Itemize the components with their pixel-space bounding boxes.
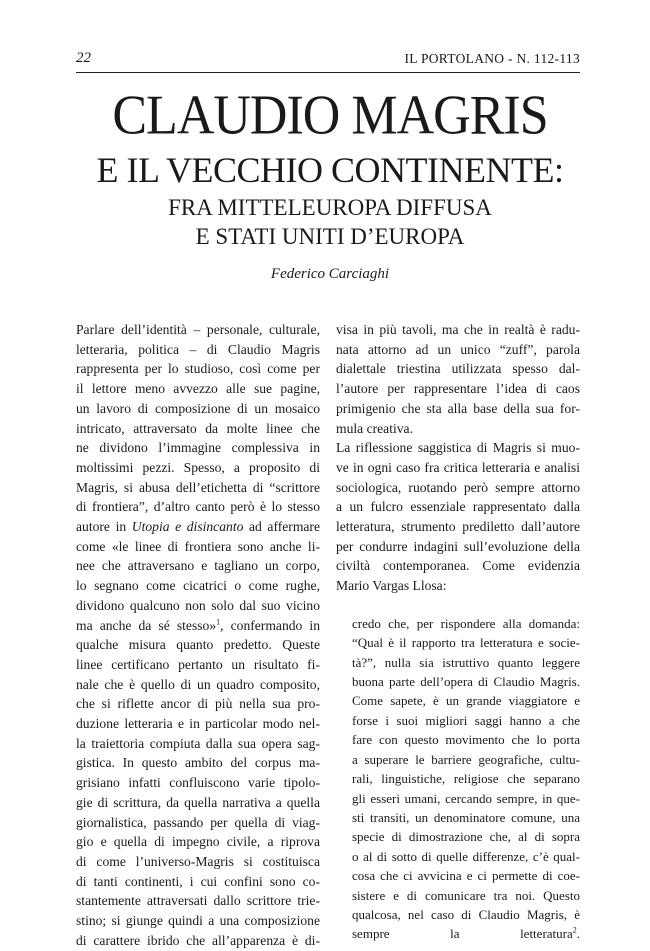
text-line: dividono qualcuno non solo dal suo vicino	[76, 597, 320, 613]
text-line: stantemente attraversati dallo scrittore trie-	[76, 893, 320, 909]
text-line: di frontiera”, d’altro canto però è lo stesso	[76, 499, 320, 515]
text-line: letteratura, strumento prediletto dall’autore	[336, 519, 580, 535]
text-line: gistica. In questo ambito del corpus ma-	[76, 755, 320, 771]
text-line: linee certificano pertanto un risultato fi-	[76, 656, 320, 672]
text-fragment: ad affermare	[243, 519, 320, 535]
text-line: di carattere ibrido che all’apparenza è di-	[76, 932, 320, 948]
running-header	[76, 50, 580, 73]
text-fragment: autore in	[76, 519, 132, 535]
left-column	[76, 320, 320, 951]
quote-line: tà?”, nulla sia istruttivo quanto leggere	[352, 654, 580, 670]
text-fragment: sempre la letteratura	[352, 926, 573, 942]
quote-line: rali, linguistiche, religiose che separano	[352, 771, 580, 787]
text-line: gie di scrittura, da quella narrativa a quella	[76, 794, 320, 810]
text-line: stino; si giunge quindi a una composizione	[76, 913, 320, 929]
text-line: grisiano infatti confluiscono varie tipolo-	[76, 775, 320, 791]
quote-line: specie di dimostrazione che, al di sopra	[352, 829, 580, 845]
text-line: la traiettoria compiuta dalla sua opera sag-	[76, 735, 320, 751]
quote-line: sti transiti, un denominatore comune, una	[352, 809, 580, 825]
quote-line: o al di sotto di quelle differenze, c’è qual-	[352, 848, 580, 864]
text-line: sociologica, ruotando però sempre attorno	[336, 479, 580, 495]
quote-line: qualcosa, nel caso di Claudio Magris, è	[352, 906, 580, 922]
text-line: dialettale triestina utilizzata spesso dal-	[336, 361, 580, 377]
text-line: di come l’universo-Magris si costituisca	[76, 853, 320, 869]
text-line-with-title	[76, 517, 320, 537]
text-fragment: .	[576, 926, 580, 942]
journal-name: IL PORTOLANO - N. 112-113	[404, 51, 580, 66]
text-line: nee che attraversano e tagliano un corpo,	[76, 558, 320, 574]
text-line: che si riflette ancor di più nella sua pro-	[76, 696, 320, 712]
text-line: Magris, si abusa dell’etichetta di “scrittore	[76, 479, 320, 495]
text-line: a un fulcro essenziale rappresentato dalla	[336, 499, 580, 515]
text-line: La riflessione saggistica di Magris si muo-	[336, 440, 580, 456]
text-line: duzione letteraria e in particolar modo nel-	[76, 716, 320, 732]
quote-line-with-footnote	[352, 924, 580, 943]
text-line: nale che è quello di un quadro composito,	[76, 676, 320, 692]
text-line: moltissimi pezzi. Spesso, a proposito di	[76, 459, 320, 475]
quote-line: cosa che ci avvicina e ci permette di coe-	[352, 868, 580, 884]
text-line: gio e quella di impegno civile, a riprova	[76, 834, 320, 850]
text-line: ne dividono l’immagine complessiva in	[76, 440, 320, 456]
quote-line: forse i suoi migliori saggi hanno a che	[352, 712, 580, 728]
text-line: nata attorno ad un unico “zuff”, parola	[336, 341, 580, 357]
text-line: Parlare dell’identità – personale, culturale,	[76, 322, 320, 337]
block-quote	[336, 614, 580, 944]
subtitle-line-1: FRA MITTELEUROPA DIFFUSA	[168, 195, 492, 220]
quote-line: credo che, per rispondere alla domanda:	[352, 615, 580, 631]
text-line: ve in ogni caso fra critica letteraria e analisi	[336, 459, 580, 475]
text-line: rappresenta per lo studioso, così come per	[76, 361, 320, 377]
subtitle-line-2: E STATI UNITI D’EUROPA	[195, 224, 465, 249]
text-line: per condurre indagini sull’evoluzione della	[336, 538, 580, 554]
quote-line: sistere e di comunicare tra noi. Questo	[352, 887, 580, 903]
title-line-1: CLAUDIO MAGRIS	[112, 84, 548, 147]
text-line: qualche misura quanto predetto. Queste	[76, 637, 320, 653]
quote-line: “Qual è il rapporto tra letteratura e socie-	[352, 635, 580, 651]
text-line: intricato, attraversato da molte linee che	[76, 420, 320, 436]
text-line: letteraria, politica – di Claudio Magris	[76, 341, 320, 357]
quote-line: a superare le barriere geografiche, cultu-	[352, 751, 580, 767]
text-line: civiltà contemporanea. Come evidenzia	[336, 558, 580, 574]
text-line: l’autore per rappresentare l’idea di caos	[336, 381, 580, 397]
text-line: primigenio che sta alla base della sua for-	[336, 400, 580, 416]
footnote-ref-2[interactable]: 2	[572, 926, 577, 936]
title-line-2: E IL VECCHIO CONTINENTE:	[96, 150, 564, 190]
text-line: il lettore meno avvezzo alle sue pagine,	[76, 381, 320, 397]
text-line: di tanti continenti, i cui confini sono co-	[76, 873, 320, 889]
text-line: Mario Vargas Llosa:	[336, 578, 447, 594]
text-line: come «le linee di frontiera sono anche li-	[76, 538, 320, 554]
text-line: visa in più tavoli, ma che in realtà è radu-	[336, 322, 580, 337]
book-title: Utopia e disincanto	[131, 519, 244, 535]
text-line: un lavoro di composizione di un mosaico	[76, 400, 320, 416]
text-fragment: , confermando in	[220, 617, 320, 633]
quote-line: gli esseri umani, cercando sempre, in que-	[352, 790, 580, 806]
article-title-block	[60, 84, 600, 283]
quote-line: buona parte dell’opera di Claudio Magris.	[352, 674, 580, 690]
author-name: Federico Carciaghi	[270, 266, 390, 282]
text-fragment: ma anche da sé stesso»	[76, 617, 217, 633]
text-line: mula creativa.	[336, 420, 413, 436]
text-line: giornalistica, passando per quella di viag-	[76, 814, 320, 830]
right-column	[336, 320, 580, 944]
quote-line: fare con questo movimento che lo porta	[352, 732, 580, 748]
text-line-with-footnote	[76, 616, 320, 636]
quote-line: Come sapete, è un grande viaggiatore e	[352, 693, 580, 709]
text-line: lo segnano come cicatrici o come rughe,	[76, 578, 320, 594]
page-number: 22	[76, 50, 91, 66]
footnote-ref-1[interactable]: 1	[216, 617, 221, 627]
